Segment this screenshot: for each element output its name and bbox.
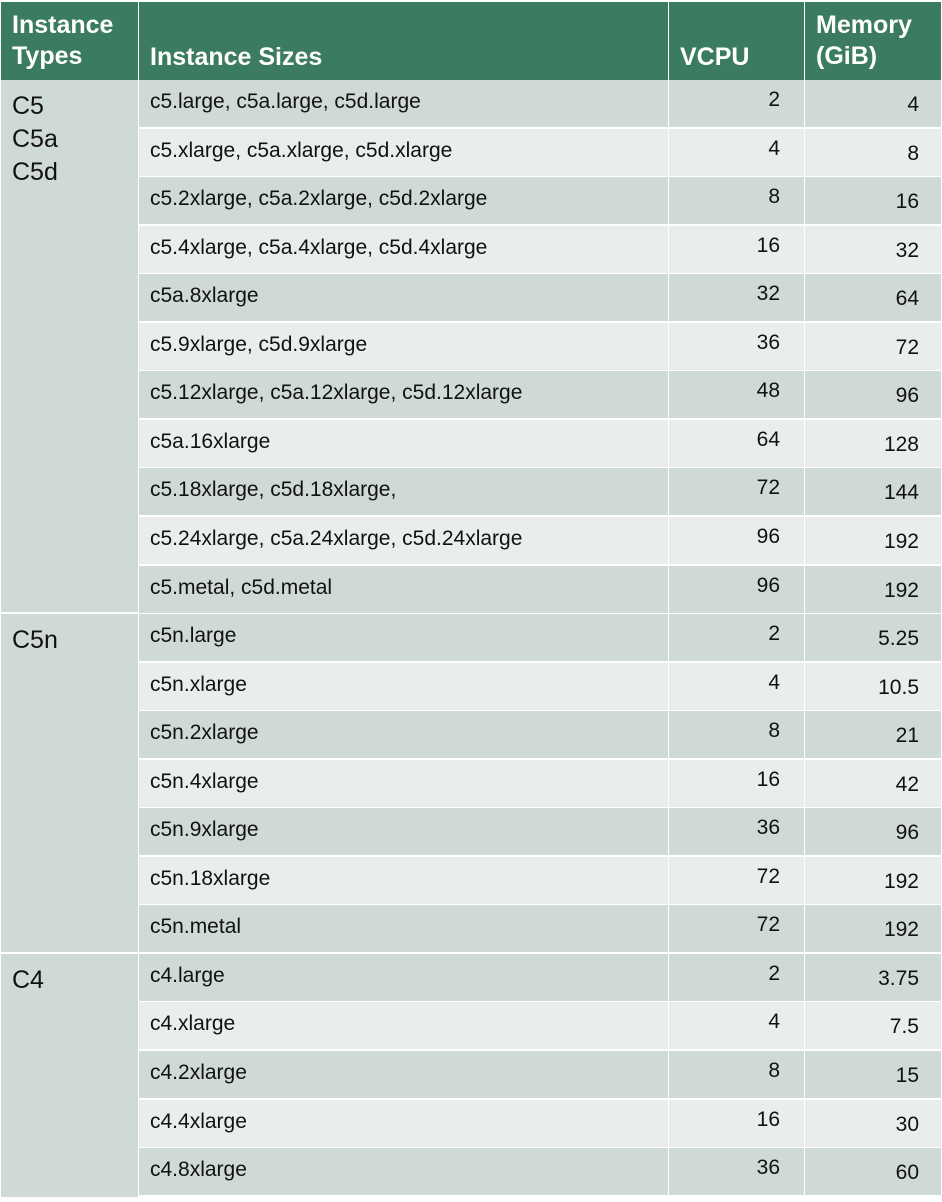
instance-type-label: C5n xyxy=(12,626,58,655)
table-row xyxy=(139,177,941,224)
vcpu-cell: 8 xyxy=(669,711,805,758)
vcpu-cell: 96 xyxy=(669,566,805,613)
instance-size-cell: c4.4xlarge xyxy=(139,1100,669,1147)
vcpu-cell: 4 xyxy=(669,663,805,710)
table-row xyxy=(139,420,941,467)
table-row xyxy=(139,857,941,904)
instance-size-cell: c5a.8xlarge xyxy=(139,274,669,321)
memory-cell: 16 xyxy=(895,190,919,214)
vcpu-cell: 64 xyxy=(669,420,805,467)
vcpu-cell: 72 xyxy=(669,905,805,952)
memory-cell: 192 xyxy=(883,529,919,553)
memory-cell: 96 xyxy=(895,821,919,845)
vcpu-cell: 16 xyxy=(669,226,805,273)
table-row xyxy=(139,1051,941,1098)
instance-type-group xyxy=(1,954,139,1197)
instance-size-cell: c5.large, c5a.large, c5d.large xyxy=(139,80,669,127)
instance-type-label: C5 xyxy=(12,92,44,120)
instance-type-group xyxy=(1,80,139,612)
memory-cell: 64 xyxy=(895,287,919,311)
vcpu-cell: 4 xyxy=(669,129,805,176)
header-memory xyxy=(805,2,941,80)
header-instance-types xyxy=(1,2,139,80)
vcpu-cell: 48 xyxy=(669,371,805,418)
table-row xyxy=(139,1148,941,1195)
header-instance-sizes: Instance Sizes xyxy=(139,2,669,80)
vcpu-cell: 8 xyxy=(669,1051,805,1098)
instance-size-cell: c5.4xlarge, c5a.4xlarge, c5d.4xlarge xyxy=(139,226,669,273)
vcpu-cell: 36 xyxy=(669,808,805,855)
instance-size-cell: c5n.9xlarge xyxy=(139,808,669,855)
memory-cell: 96 xyxy=(895,384,919,408)
instance-size-cell: c5.9xlarge, c5d.9xlarge xyxy=(139,323,669,370)
vcpu-cell: 2 xyxy=(669,954,805,1001)
instance-size-cell: c5.xlarge, c5a.xlarge, c5d.xlarge xyxy=(139,129,669,176)
memory-cell: 30 xyxy=(895,1112,919,1136)
table-row xyxy=(139,1002,941,1049)
memory-cell: 10.5 xyxy=(878,675,919,699)
instance-size-cell: c5.12xlarge, c5a.12xlarge, c5d.12xlarge xyxy=(139,371,669,418)
table-header xyxy=(1,2,941,80)
instance-size-cell: c5.2xlarge, c5a.2xlarge, c5d.2xlarge xyxy=(139,177,669,224)
instance-size-cell: c5n.4xlarge xyxy=(139,760,669,807)
instance-size-cell: c5n.large xyxy=(139,614,669,661)
vcpu-cell: 96 xyxy=(669,517,805,564)
memory-cell: 7.5 xyxy=(889,1015,919,1039)
vcpu-cell: 36 xyxy=(669,1148,805,1195)
vcpu-cell: 4 xyxy=(669,1002,805,1049)
instance-type-label: C5a xyxy=(12,125,58,153)
instance-size-cell: c5n.18xlarge xyxy=(139,857,669,904)
header-memory-line2: (GiB) xyxy=(816,42,878,70)
table-row xyxy=(139,323,941,370)
memory-cell: 21 xyxy=(895,724,919,748)
vcpu-cell: 16 xyxy=(669,760,805,807)
table-row xyxy=(139,760,941,807)
memory-cell: 5.25 xyxy=(878,627,919,651)
table-row xyxy=(139,905,941,952)
instance-size-cell: c5.24xlarge, c5a.24xlarge, c5d.24xlarge xyxy=(139,517,669,564)
memory-cell: 15 xyxy=(895,1064,919,1087)
instance-size-cell: c5n.2xlarge xyxy=(139,711,669,758)
table-row xyxy=(139,226,941,273)
memory-cell: 144 xyxy=(883,481,919,505)
vcpu-cell: 16 xyxy=(669,1100,805,1147)
instance-size-cell: c4.2xlarge xyxy=(139,1051,669,1098)
instance-size-cell: c4.8xlarge xyxy=(139,1148,669,1195)
instance-size-cell: c5.metal, c5d.metal xyxy=(139,566,669,613)
table-row xyxy=(139,371,941,418)
instance-size-cell: c5a.16xlarge xyxy=(139,420,669,467)
table-row xyxy=(139,954,941,1001)
table-row xyxy=(139,274,941,321)
table-row xyxy=(139,468,941,515)
vcpu-cell: 36 xyxy=(669,323,805,370)
table-row xyxy=(139,1100,941,1147)
vcpu-cell: 72 xyxy=(669,857,805,904)
table-row xyxy=(139,517,941,564)
instance-table xyxy=(1,2,941,1198)
instance-size-cell: c4.large xyxy=(139,954,669,1001)
header-instance-types-line2: Types xyxy=(12,42,83,70)
header-vcpu: VCPU xyxy=(669,2,805,80)
memory-cell: 32 xyxy=(895,238,919,262)
instance-size-cell: c5n.metal xyxy=(139,905,669,952)
instance-size-cell: c4.xlarge xyxy=(139,1002,669,1049)
instance-size-cell: c5n.xlarge xyxy=(139,663,669,710)
memory-cell: 72 xyxy=(895,335,919,359)
header-instance-types-line1: Instance xyxy=(12,11,114,39)
instance-type-group xyxy=(1,614,139,952)
memory-cell: 192 xyxy=(883,869,919,893)
table-row xyxy=(139,129,941,176)
memory-cell: 8 xyxy=(907,141,919,165)
instance-size-cell: c5.18xlarge, c5d.18xlarge, xyxy=(139,468,669,515)
table-row xyxy=(139,808,941,855)
table-row xyxy=(139,614,941,661)
vcpu-cell: 72 xyxy=(669,468,805,515)
memory-cell: 3.75 xyxy=(878,966,919,990)
memory-cell: 192 xyxy=(883,918,919,942)
instance-type-label: C4 xyxy=(12,965,44,994)
memory-cell: 192 xyxy=(883,578,919,602)
table-row xyxy=(139,566,941,613)
table-row xyxy=(139,711,941,758)
vcpu-cell: 32 xyxy=(669,274,805,321)
vcpu-cell: 2 xyxy=(669,80,805,127)
memory-cell: 60 xyxy=(895,1161,919,1185)
instance-type-label: C5d xyxy=(12,158,58,186)
vcpu-cell: 8 xyxy=(669,177,805,224)
memory-cell: 4 xyxy=(907,93,919,116)
memory-cell: 42 xyxy=(895,772,919,796)
table-row xyxy=(139,80,941,127)
vcpu-cell: 2 xyxy=(669,614,805,661)
memory-cell: 128 xyxy=(883,432,919,456)
table-row xyxy=(139,663,941,710)
header-memory-line1: Memory xyxy=(816,11,912,39)
